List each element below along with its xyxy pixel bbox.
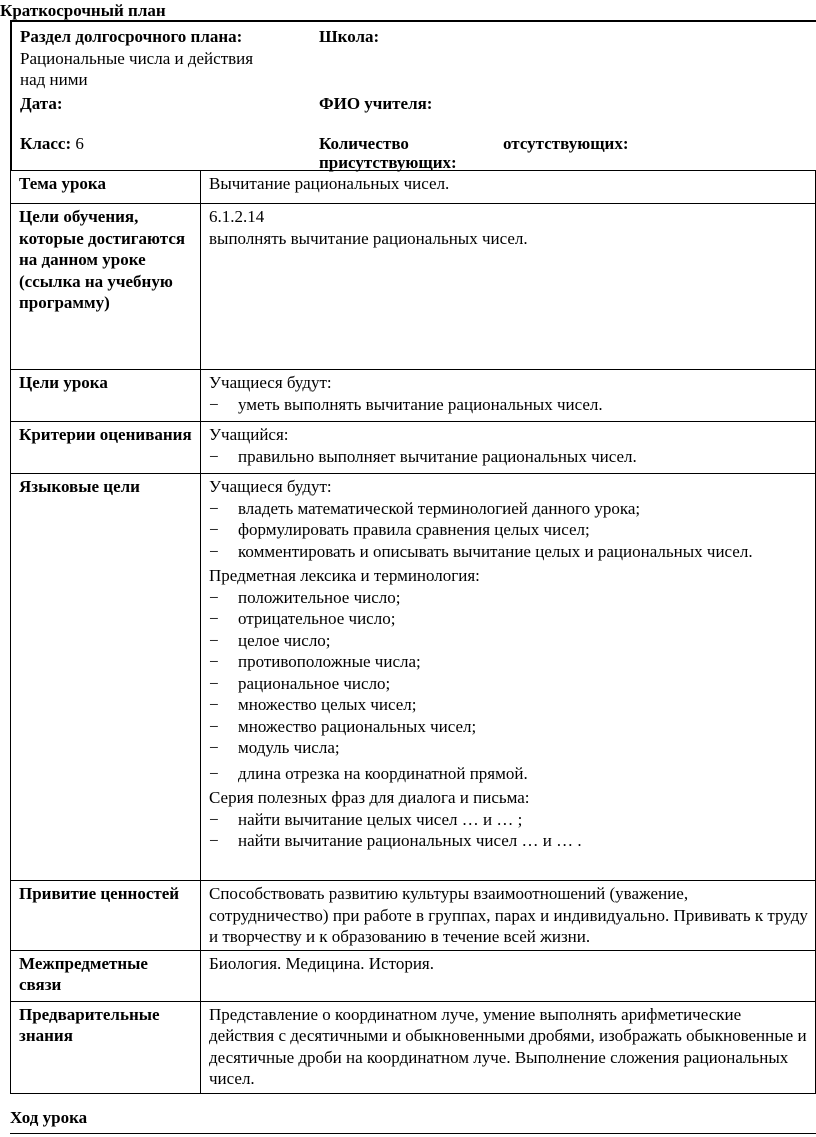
- row-objectives: [11, 204, 816, 370]
- page-title: Краткосрочный план: [0, 1, 166, 20]
- language-intro: Учащиеся будут:: [209, 477, 332, 496]
- vocab-item: − множество рациональных чисел;: [209, 716, 809, 738]
- vocab-item: − модуль числа;: [209, 737, 809, 759]
- class-label: Класс:: [20, 134, 72, 153]
- section-label: Раздел долгосрочного плана:: [20, 27, 243, 46]
- school-label: Школа:: [319, 27, 380, 46]
- language-label: Языковые цели: [11, 474, 201, 881]
- criteria-item: − правильно выполняет вычитание рациональных чисел.: [209, 446, 809, 468]
- phrase-item: − найти вычитание рациональных чисел … и … .: [209, 830, 809, 852]
- vocab-item: − положительное число;: [209, 587, 809, 609]
- cross-text: Биология. Медицина. История.: [201, 950, 816, 1001]
- teacher-label: ФИО учителя:: [319, 94, 433, 113]
- prior-label: Предварительные знания: [11, 1001, 201, 1093]
- count-label: Количество: [319, 134, 409, 153]
- row-lesson-goals: [11, 370, 816, 422]
- criteria-label: Критерии оценивания: [11, 422, 201, 474]
- row-values: [11, 881, 816, 951]
- section-value-line1: Рациональные числа и действия: [20, 49, 254, 68]
- lesson-goal-item: − уметь выполнять вычитание рациональных чисел.: [209, 394, 809, 416]
- topic-value: Вычитание рациональных чисел.: [201, 171, 816, 204]
- footer-divider: [10, 1133, 816, 1134]
- lesson-goals-label: Цели урока: [11, 370, 201, 422]
- objectives-cell: [201, 204, 816, 370]
- vocab-title: Предметная лексика и терминология:: [209, 566, 480, 585]
- vocab-item: − рациональное число;: [209, 673, 809, 695]
- row-prior: [11, 1001, 816, 1093]
- absent-label: отсутствующих:: [503, 134, 629, 153]
- row-cross: [11, 950, 816, 1001]
- vocab-item: − множество целых чисел;: [209, 694, 809, 716]
- vocab-item: − целое число;: [209, 630, 809, 652]
- objectives-text: выполнять вычитание рациональных чисел.: [209, 228, 528, 248]
- lesson-goals-cell: [201, 370, 816, 422]
- lesson-plan-table: [10, 170, 816, 1094]
- present-label: присутствующих:: [319, 153, 457, 172]
- date-label: Дата:: [20, 94, 63, 113]
- objectives-label: Цели обучения, которые достигаются на данном уроке (ссылка на учебную программу): [11, 204, 201, 370]
- language-item: − комментировать и описывать вычитание целых и рациональных чисел.: [209, 541, 809, 563]
- vocab-item: − отрицательное число;: [209, 608, 809, 630]
- row-criteria: [11, 422, 816, 474]
- objectives-code: 6.1.2.14: [209, 207, 265, 226]
- language-item: − формулировать правила сравнения целых чисел;: [209, 519, 809, 541]
- cross-label: Межпредметные связи: [11, 950, 201, 1001]
- row-language: [11, 474, 816, 881]
- plan-header: [10, 20, 816, 171]
- phrase-item: − найти вычитание целых чисел … и … ;: [209, 809, 809, 831]
- vocab-item: − противоположные числа;: [209, 651, 809, 673]
- lesson-goals-intro: Учащиеся будут:: [209, 373, 332, 392]
- row-topic: [11, 171, 816, 204]
- language-item: − владеть математической терминологией данного урока;: [209, 498, 809, 520]
- language-cell: [201, 474, 816, 881]
- topic-label: Тема урока: [11, 171, 201, 204]
- phrases-title: Серия полезных фраз для диалога и письма:: [209, 788, 530, 807]
- criteria-cell: [201, 422, 816, 474]
- values-label: Привитие ценностей: [11, 881, 201, 951]
- criteria-intro: Учащийся:: [209, 425, 289, 444]
- lesson-flow-title: Ход урока: [10, 1108, 88, 1127]
- vocab-item: − длина отрезка на координатной прямой.: [209, 763, 809, 785]
- class-value: 6: [75, 134, 84, 153]
- values-text: Способствовать развитию культуры взаимоотношений (уважение, сотрудничество) при работе в группах, парах и индивидуально. Прививать к труду и творчеству и к образованию в течение всей жизни.: [201, 881, 816, 951]
- section-value-line2: над ними: [20, 70, 88, 89]
- class-field: [20, 133, 84, 154]
- prior-text: Представление о координатном луче, умение выполнять арифметические действия с десятичными и обыкновенными дробями, изображать обыкновенные и десятичные дроби на координатном луче. Выполнение сложения рациональных чисел.: [201, 1001, 816, 1093]
